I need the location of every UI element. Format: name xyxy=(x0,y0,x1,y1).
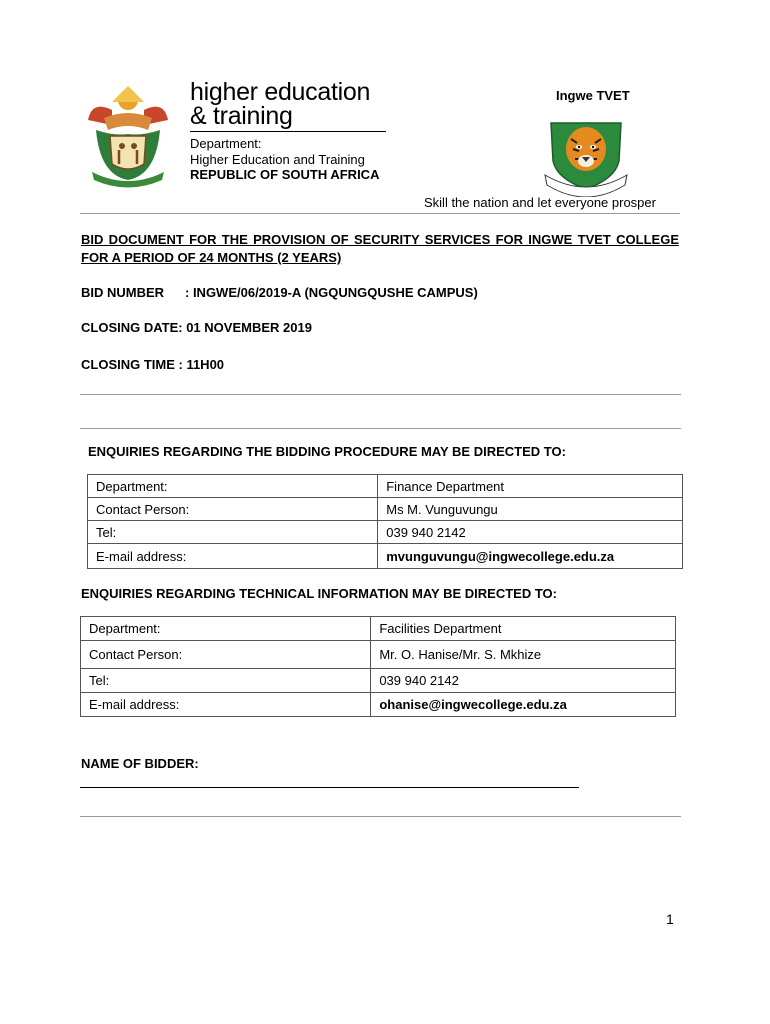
bidder-name-field[interactable] xyxy=(80,787,579,788)
section-divider xyxy=(80,394,681,395)
row-value: Finance Department xyxy=(378,475,683,498)
coat-of-arms-icon xyxy=(82,80,174,188)
dept-label: Department: xyxy=(190,136,262,151)
college-motto: Skill the nation and let everyone prosper xyxy=(424,195,656,210)
row-value: 039 940 2142 xyxy=(371,669,676,693)
bidding-enquiries-heading: ENQUIRIES REGARDING THE BIDDING PROCEDURE MAY BE DIRECTED TO: xyxy=(88,444,566,459)
table-row xyxy=(81,693,676,717)
closing-time: CLOSING TIME : 11H00 xyxy=(81,357,225,372)
college-name: Ingwe TVET xyxy=(556,88,630,103)
technical-enquiries-heading: ENQUIRIES REGARDING TECHNICAL INFORMATION MAY BE DIRECTED TO: xyxy=(81,586,557,601)
section-divider xyxy=(80,428,681,429)
email-link[interactable]: mvunguvungu@ingwecollege.edu.za xyxy=(378,544,683,569)
row-value: Ms M. Vunguvungu xyxy=(378,498,683,521)
table-row xyxy=(88,475,683,498)
row-label: Contact Person: xyxy=(88,498,378,521)
row-label: Tel: xyxy=(81,669,371,693)
dept-logo-title xyxy=(190,80,370,128)
closing-date: CLOSING DATE: 01 NOVEMBER 2019 xyxy=(81,320,312,335)
section-divider xyxy=(80,816,681,817)
row-label: Department: xyxy=(88,475,378,498)
row-label: E-mail address: xyxy=(81,693,371,717)
row-value: 039 940 2142 xyxy=(378,521,683,544)
table-row xyxy=(81,669,676,693)
dept-name: Higher Education and Training xyxy=(190,151,365,167)
row-value: Facilities Department xyxy=(371,617,676,641)
row-label: E-mail address: xyxy=(88,544,378,569)
row-label: Tel: xyxy=(88,521,378,544)
bidder-name-label: NAME OF BIDDER: xyxy=(81,756,199,771)
page-number: 1 xyxy=(666,911,674,927)
row-value: Mr. O. Hanise/Mr. S. Mkhize xyxy=(371,641,676,669)
table-row xyxy=(88,521,683,544)
row-label: Contact Person: xyxy=(81,641,371,669)
header-divider xyxy=(80,213,680,214)
bidding-enquiries-table xyxy=(87,474,683,569)
table-row xyxy=(81,617,676,641)
document-title: BID DOCUMENT FOR THE PROVISION OF SECURITY SERVICES FOR INGWE TVET COLLEGE FOR A PERIOD OF 24 MONTHS (2 YEARS) xyxy=(81,232,679,265)
bid-number-value: : INGWE/06/2019-A (NGQUNGQUSHE CAMPUS) xyxy=(185,285,478,300)
dept-logo-line2: & training xyxy=(190,102,293,130)
country-name: REPUBLIC OF SOUTH AFRICA xyxy=(190,167,380,182)
table-row xyxy=(81,641,676,669)
table-row xyxy=(88,544,683,569)
dept-logo-subtitle xyxy=(190,136,379,183)
technical-enquiries-table xyxy=(80,616,676,717)
table-row xyxy=(88,498,683,521)
tiger-crest-icon xyxy=(543,117,629,197)
dept-logo-divider xyxy=(190,131,386,132)
bid-number-label: BID NUMBER xyxy=(81,285,165,300)
row-label: Department: xyxy=(81,617,371,641)
email-link[interactable]: ohanise@ingwecollege.edu.za xyxy=(371,693,676,717)
dept-logo-line1: higher education xyxy=(190,78,371,106)
